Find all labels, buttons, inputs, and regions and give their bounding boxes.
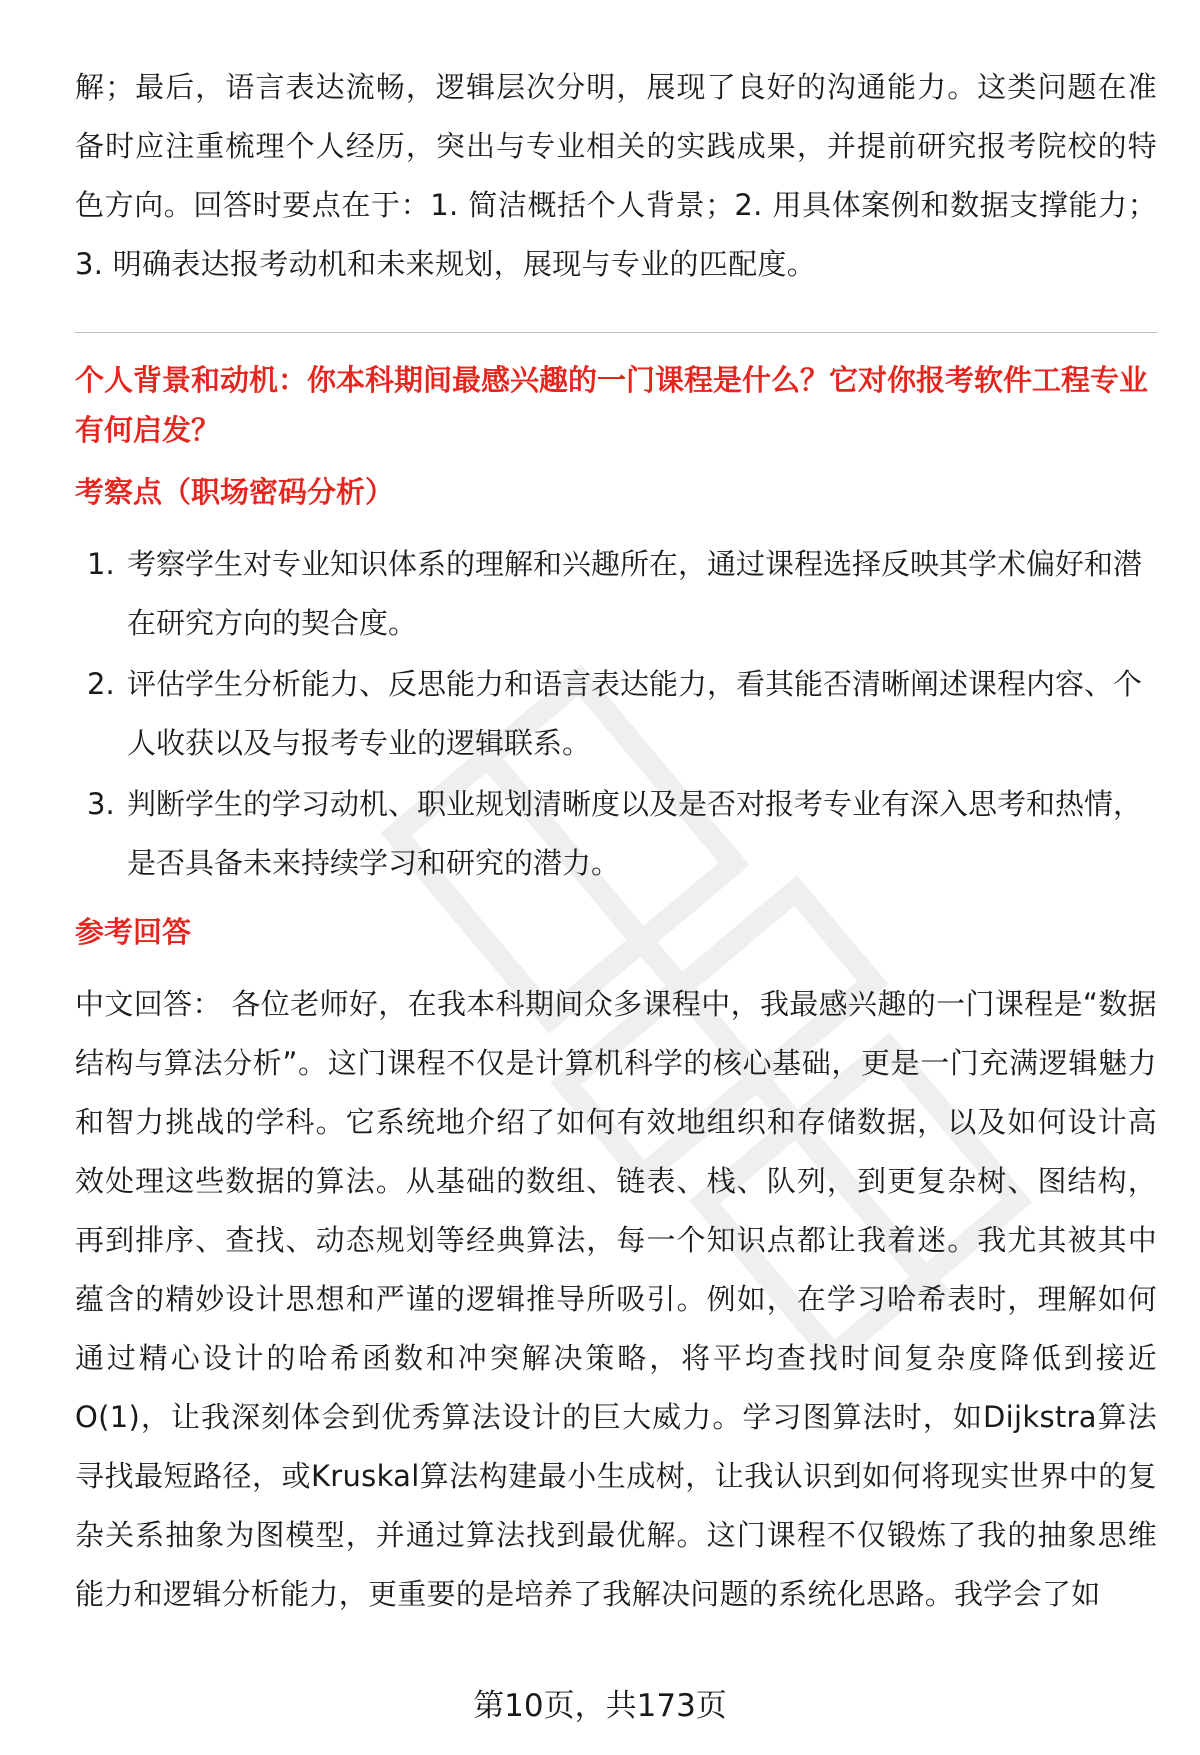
list-item	[75, 655, 1157, 773]
list-item-number: 3.	[87, 787, 115, 821]
section-divider	[75, 332, 1157, 333]
list-item-number: 2.	[87, 667, 115, 701]
question-title: 个人背景和动机：你本科期间最感兴趣的一门课程是什么？它对你报考软件工程专业有何启发？	[75, 363, 1149, 447]
list-item-text: 评估学生分析能力、反思能力和语言表达能力，看其能否清晰阐述课程内容、个人收获以及与报考专业的逻辑联系。	[127, 667, 1143, 760]
list-item-number: 1.	[87, 547, 115, 581]
answer-heading: 参考回答	[75, 915, 192, 949]
list-item	[75, 775, 1157, 893]
document-content	[75, 58, 1157, 1624]
focus-heading: 考察点（职场密码分析）	[75, 475, 395, 509]
intro-paragraph: 解；最后，语言表达流畅，逻辑层次分明，展现了良好的沟通能力。这类问题在准备时应注重梳理个人经历，突出与专业相关的实践成果，并提前研究报考院校的特色方向。回答时要点在于：1. 简洁概括个人背景；2. 用具体案例和数据支撑能力；3. 明确表达报考动机和未来规划，展现与专业的匹配度。	[75, 70, 1157, 281]
list-item-text: 判断学生的学习动机、职业规划清晰度以及是否对报考专业有深入思考和热情，是否具备未来持续学习和研究的潜力。	[127, 787, 1143, 880]
list-item	[75, 535, 1157, 653]
list-item-text: 考察学生对专业知识体系的理解和兴趣所在，通过课程选择反映其学术偏好和潜在研究方向的契合度。	[127, 547, 1143, 640]
focus-list	[75, 535, 1157, 893]
answer-paragraph: 中文回答： 各位老师好，在我本科期间众多课程中，我最感兴趣的一门课程是“数据结构与算法分析”。这门课程不仅是计算机科学的核心基础，更是一门充满逻辑魅力和智力挑战的学科。它系统地介绍了如何有效地组织和存储数据，以及如何设计高效处理这些数据的算法。从基础的数组、链表、栈、队列，到更复杂树、图结构，再到排序、查找、动态规划等经典算法，每一个知识点都让我着迷。我尤其被其中蕴含的精妙设计思想和严谨的逻辑推导所吸引。例如，在学习哈希表时，理解如何通过精心设计的哈希函数和冲突解决策略，将平均查找时间复杂度降低到接近O(1)，让我深刻体会到优秀算法设计的巨大威力。学习图算法时，如Dijkstra算法寻找最短路径，或Kruskal算法构建最小生成树，让我认识到如何将现实世界中的复杂关系抽象为图模型，并通过算法找到最优解。这门课程不仅锻炼了我的抽象思维能力和逻辑分析能力，更重要的是培养了我解决问题的系统化思路。我学会了如	[75, 987, 1157, 1611]
page-footer: 第10页，共173页	[473, 1688, 727, 1724]
